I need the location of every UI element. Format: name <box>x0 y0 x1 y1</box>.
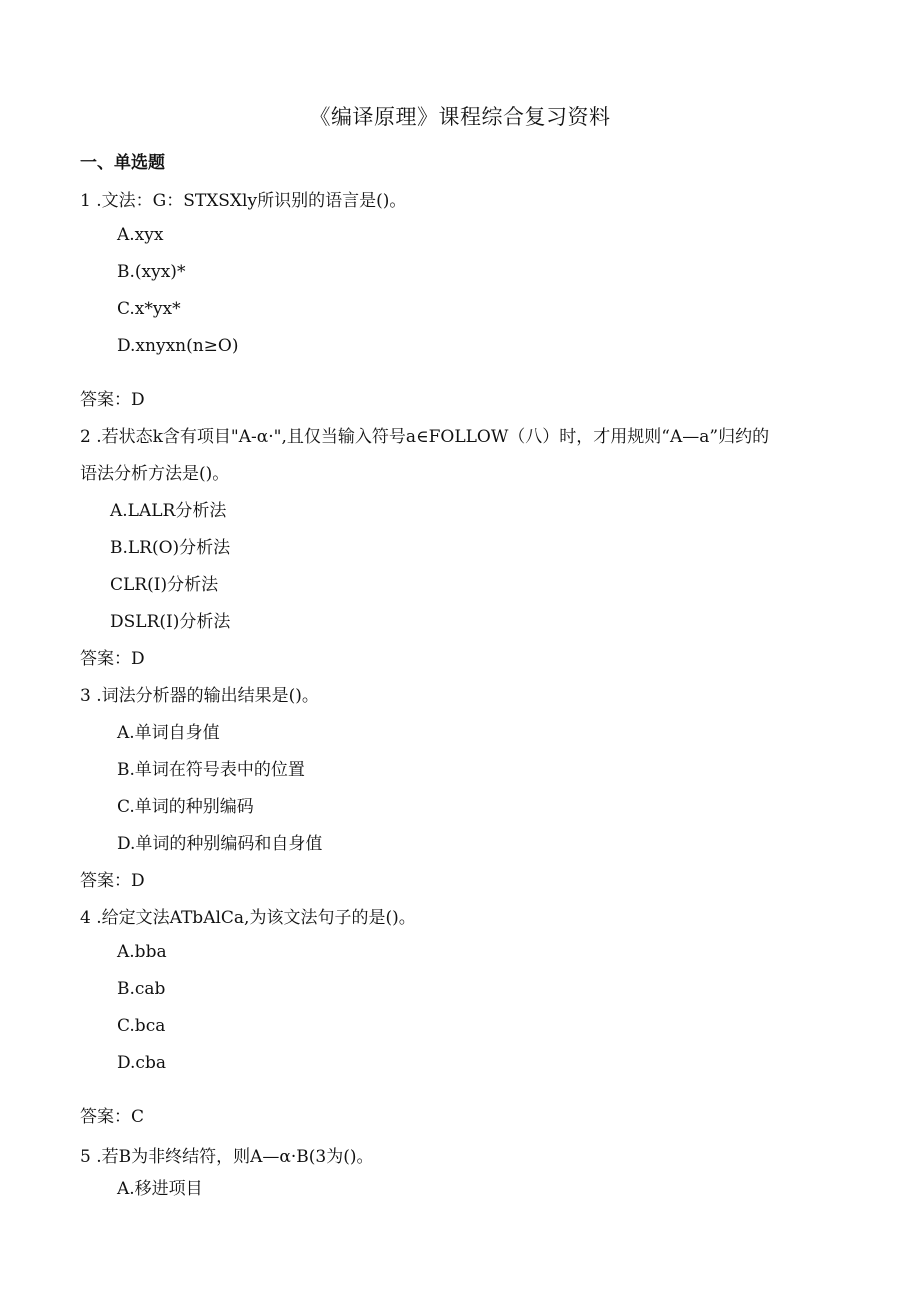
question-4-answer: 答案：C <box>80 1107 145 1127</box>
question-1-option-b: B.(xyx)* <box>117 262 186 282</box>
question-3-stem: 3 .词法分析器的输出结果是()。 <box>80 686 319 706</box>
question-3-option-c: C.单词的种别编码 <box>117 797 254 817</box>
question-5-stem: 5 .若B为非终结符，则A—α·B(3为()。 <box>80 1147 374 1167</box>
question-4-option-c: C.bca <box>117 1016 166 1036</box>
question-5-option-a: A.移进项目 <box>117 1179 203 1199</box>
page-title: 《编译原理》课程综合复习资料 <box>309 105 611 129</box>
question-4-option-b: B.cab <box>117 979 166 999</box>
question-4-option-d: D.cba <box>117 1053 166 1073</box>
question-3-option-b: B.单词在符号表中的位置 <box>117 760 305 780</box>
question-2-option-d: DSLR(I)分析法 <box>110 612 231 632</box>
question-4-option-a: A.bba <box>117 942 167 962</box>
question-2-option-c: CLR(I)分析法 <box>110 575 219 595</box>
question-2-option-a: A.LALR分析法 <box>110 501 227 521</box>
question-3-option-a: A.单词自身值 <box>117 723 220 743</box>
question-4-stem: 4 .给定文法ATbAlCa,为该文法句子的是()。 <box>80 908 416 928</box>
section-heading: 一、单选题 <box>80 153 165 173</box>
question-2-stem: 2 .若状态k含有项目"A-α·",且仅当输入符号a∈FOLLOW（八）时，才用规则“A—a”归约的 <box>80 427 770 447</box>
question-2-option-b: B.LR(O)分析法 <box>110 538 231 558</box>
question-2-answer: 答案：D <box>80 649 145 669</box>
question-3-option-d: D.单词的种别编码和自身值 <box>117 834 323 854</box>
question-1-answer: 答案：D <box>80 390 145 410</box>
question-1-option-d: D.xnyxn(n≥O) <box>117 336 239 356</box>
question-3-answer: 答案：D <box>80 871 145 891</box>
question-1-option-a: A.xyx <box>117 225 164 245</box>
question-2-stem-cont: 语法分析方法是()。 <box>80 464 230 484</box>
question-1-stem: 1 .文法：G：STXSXly所识别的语言是()。 <box>80 191 407 211</box>
question-1-option-c: C.x*yx* <box>117 299 181 319</box>
